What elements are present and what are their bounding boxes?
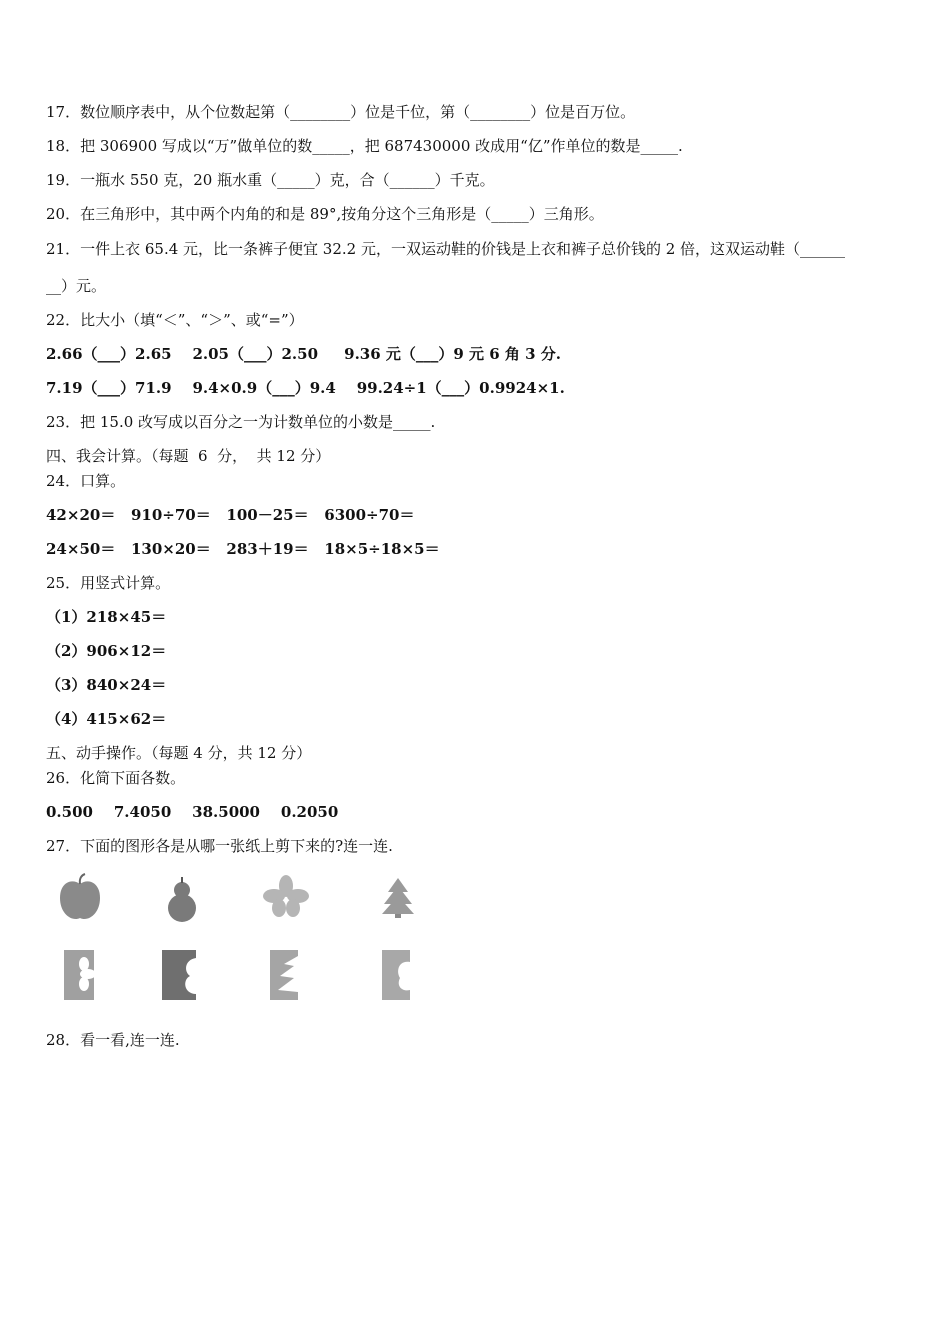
gourd-icon bbox=[168, 877, 196, 922]
sheet-gourd-cut-icon bbox=[162, 950, 196, 1000]
question-19: 19．一瓶水 550 克，20 瓶水重（_____）克，合（______）千克。 bbox=[46, 171, 495, 189]
tree-icon bbox=[382, 878, 414, 918]
apple-icon bbox=[60, 874, 100, 919]
question-21: 21．一件上衣 65.4 元，比一条裤子便宜 32.2 元，一双运动鞋的价钱是上衣和裤子总价钱的 2 倍，这双运动鞋（______ bbox=[46, 240, 846, 258]
sheet-flower-cut-icon bbox=[64, 950, 96, 1000]
vertical-calc-3: （3）840×24＝ bbox=[46, 676, 167, 694]
question-24: 24．口算。 bbox=[46, 472, 126, 490]
vertical-calc-1: （1）218×45＝ bbox=[46, 608, 167, 626]
question-28: 28．看一看,连一连. bbox=[46, 1031, 180, 1049]
mental-math-row-1: 42×20＝ 910÷70＝ 100－25＝ 6300÷70＝ bbox=[46, 506, 415, 524]
mental-math-row-2: 24×50＝ 130×20＝ 283＋19＝ 18×5÷18×5＝ bbox=[46, 540, 440, 558]
cutout-shapes-top-row bbox=[50, 872, 430, 932]
section-4-heading: 四、我会计算。（每题 6 分， 共 12 分） bbox=[46, 447, 331, 465]
question-25: 25．用竖式计算。 bbox=[46, 574, 171, 592]
paper-sheets-bottom-row bbox=[50, 946, 430, 1006]
section-5-heading: 五、动手操作。（每题 4 分，共 12 分） bbox=[46, 744, 312, 762]
flower-icon bbox=[263, 875, 309, 917]
question-17: 17．数位顺序表中，从个位数起第（________）位是千位，第（________）位是百万位。 bbox=[46, 103, 636, 121]
question-22: 22．比大小（填“＜”、“＞”、或“=”） bbox=[46, 311, 304, 329]
question-21-cont: __）元。 bbox=[46, 277, 107, 295]
question-27: 27．下面的图形各是从哪一张纸上剪下来的?连一连. bbox=[46, 837, 393, 855]
vertical-calc-2: （2）906×12＝ bbox=[46, 642, 167, 660]
simplify-numbers: 0.500 7.4050 38.5000 0.2050 bbox=[46, 803, 339, 821]
question-18: 18．把 306900 写成以“万”做单位的数_____，把 687430000 改成用“亿”作单位的数是_____. bbox=[46, 137, 683, 155]
sheet-tree-cut-icon bbox=[270, 950, 298, 1000]
question-22-row-2: 7.19（___）71.9 9.4×0.9（___）9.4 99.24÷1（___）0.9924×1. bbox=[46, 379, 565, 397]
question-26: 26．化简下面各数。 bbox=[46, 769, 186, 787]
sheet-apple-cut-icon bbox=[382, 950, 410, 1000]
question-20: 20．在三角形中，其中两个内角的和是 89°,按角分这个三角形是（_____）三角形。 bbox=[46, 205, 604, 223]
question-22-row-1: 2.66（___）2.65 2.05（___）2.50 9.36 元（___）9 元 6 角 3 分. bbox=[46, 345, 562, 363]
question-23: 23．把 15.0 改写成以百分之一为计数单位的小数是_____. bbox=[46, 413, 436, 431]
vertical-calc-4: （4）415×62＝ bbox=[46, 710, 167, 728]
